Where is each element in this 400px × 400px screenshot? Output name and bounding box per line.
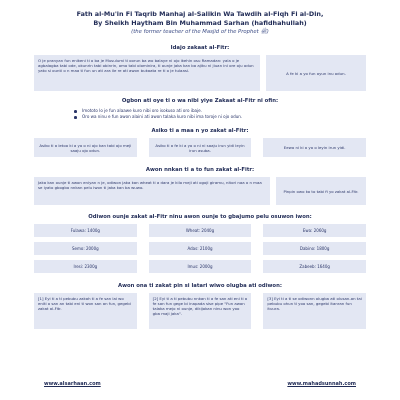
measure-cell: Iresi: 2300g xyxy=(34,260,137,273)
measure-cell: Semo: 2000g xyxy=(34,242,137,255)
section-ruling xyxy=(34,55,366,91)
measure-cell: Fulawa: 1400g xyxy=(34,224,137,237)
wisdom-item: Oro wa ninu e fun awon alaini ati awon talaka kuro nibi ima toroje ni ojo odun. xyxy=(74,114,366,120)
type-1-text: [1] Eyi ti a ti pebubu zakah ti a fe san lai wo eniti o san an tabi eni ti won san an fun, gegebi zakat al-Fitr. xyxy=(34,293,137,329)
section-timing-heading: Asiko ti a maa n yo zakat al-Fitr: xyxy=(151,128,249,135)
measures-grid xyxy=(34,224,366,273)
timing-preferred: Asiko ti a fe ki a yo o ni ni saaju irun yidi leyin irun asuba. xyxy=(149,138,252,157)
measure-cell: Wheat: 2040g xyxy=(149,224,252,237)
section-ruling-heading: Idajo zakaat al-Fitr: xyxy=(170,45,230,52)
document-title xyxy=(34,10,366,27)
timing-permitted: Asiko ti a letoo ki a yo o ni ojo kan tabi ojo meji saaju ojo odun. xyxy=(34,138,137,157)
items-main-text: Jaka kan ounje ti awon eniyan n je, odiwon jaka kan wheat ti a dara je kilo meji ati ogoji giramu, nitori naa o n maa se iyato gbogbo nnkan pelu iwon ti jaka kan ba wuwo. xyxy=(34,177,270,205)
document-subtitle: (the former teacher of the Masjid of the Prophet ﷺ) xyxy=(131,29,269,36)
section-measures-heading: Odiwon ounje zakat al-Fitr ninu awon ounje to gbajumo pelu osuwon iwon: xyxy=(88,214,312,221)
measure-cell: Imus: 2000g xyxy=(149,260,252,273)
section-timing xyxy=(34,138,366,157)
measure-cell: Zabeeb: 1640g xyxy=(263,260,366,273)
section-items xyxy=(34,177,366,205)
measure-cell: Ewa: 2060g xyxy=(263,224,366,237)
measure-cell: Adas: 2100g xyxy=(149,242,252,255)
measure-cell: Dabino: 1800g xyxy=(263,242,366,255)
footer-link-mahadsunnah[interactable]: www.mahadsunnah.com xyxy=(287,381,356,387)
section-items-heading: Awon nnkan ti a to fun zakat al-Fitr: xyxy=(145,167,255,174)
ruling-main-text: O je pranyan fun enikeni ti o ba je Musulumi ti oorun ba wo balaye ni ojo ikehin osu Ramadan: yala o je agbalagba tabi ode, okunrin tabi obinrin, omo tabi olominira, ti ounje jaka kan ba ajiku ni jiuan ini ore oju odun yato si ounti o n maa ti fun un ati ara ile re ati awon bukaata re ti o je tulaasi. xyxy=(34,55,260,91)
type-3-text: [3] Eyi ti a ti se odiwonn olugba ati olusan-an tai pebubu ohun ti yoo san, gegebi itanran fun ituura. xyxy=(263,293,366,329)
items-side-text: Pinpin owo ko to tabi fi yo zakat al-Fitr. xyxy=(276,177,366,205)
section-types xyxy=(34,293,366,329)
wisdom-list xyxy=(34,108,366,120)
section-wisdom-heading: Ogbon ati oye ti o wa nibi yiye Zakaat al-Fitr ni ofin: xyxy=(121,98,279,105)
footer-links xyxy=(34,381,366,387)
section-types-heading: Awon ona ti zakat pin si latari wiwo olugba ati odiwon: xyxy=(118,283,282,290)
title-line-2: By Sheikh Haytham Bin Muhammad Sarhan (hafidhahullah) xyxy=(93,18,307,27)
wisdom-item: Imototo lo je fun alaawe kuro nibi oro isokuso ati oro ibaje. xyxy=(74,108,366,114)
type-2-text: [2] Eyi ti a ti pebubu nnkan ti a fe san ati eni ti a fe san fun gege bi inapada sise pipe "Fun awon talaka mejo ni ounje, dikijokan ninu won yoo gba maji jaka". xyxy=(149,293,252,329)
footer-link-alsarhaan[interactable]: www.alsarhaan.com xyxy=(44,381,101,387)
title-line-1: Fath al-Mu'in Fi Taqrib Manhaj al-Salikin Wa Tawdih al-Fiqh Fi al-Din, xyxy=(76,10,324,18)
timing-forbidden: Eewo ni ki a yo o leyin irun yidi. xyxy=(263,138,366,157)
ruling-side-text: A fe ki a yo fun oyun inu odun. xyxy=(266,55,366,91)
